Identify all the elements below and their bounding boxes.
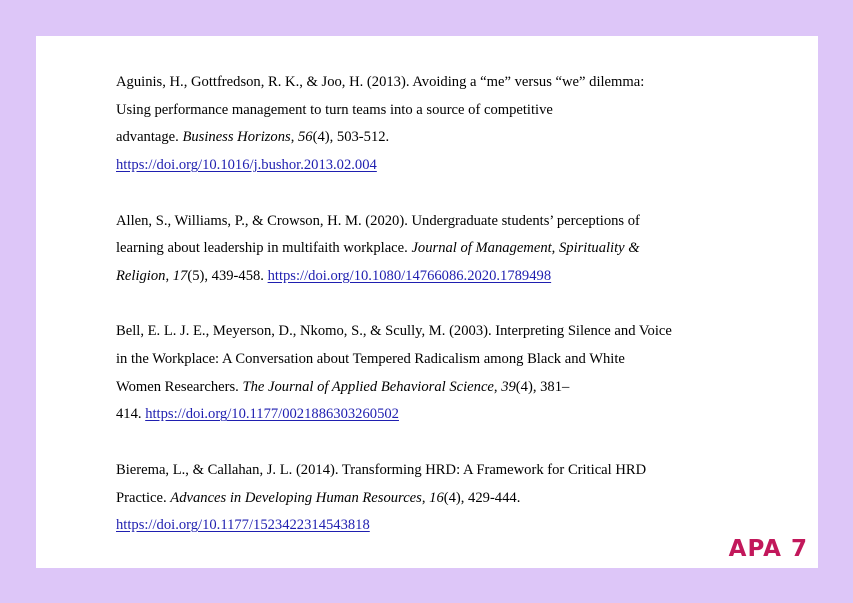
document-page — [36, 36, 818, 568]
reference-line — [116, 97, 756, 125]
reference-italic-text: The Journal of Applied Behavioral Science — [242, 378, 494, 395]
reference-line — [116, 208, 756, 236]
doi-link[interactable]: https://doi.org/10.1080/14766086.2020.1789498 — [267, 267, 552, 284]
reference-text: Using performance management to turn teams into a source of competitive — [116, 101, 553, 118]
reference-text: , — [493, 378, 502, 395]
reference-text: , — [165, 267, 173, 284]
reference-entry — [116, 208, 756, 291]
reference-entry — [116, 457, 756, 540]
doi-link[interactable]: https://doi.org/10.1016/j.bushor.2013.02.004 — [116, 157, 377, 174]
reference-line — [116, 318, 756, 346]
reference-entry — [116, 69, 756, 180]
reference-line — [116, 374, 756, 402]
reference-line — [116, 263, 756, 291]
reference-line — [116, 152, 756, 180]
reference-italic-text: Advances in Developing Human Resources — [170, 489, 422, 506]
reference-list — [116, 69, 756, 568]
reference-text: (4), 503-512. — [312, 129, 390, 146]
reference-text: learning about leadership in multifaith workplace. — [116, 240, 412, 257]
reference-text: (4), 381– — [515, 378, 570, 395]
reference-italic-text: 17 — [172, 267, 188, 284]
reference-text: Bell, E. L. J. E., Meyerson, D., Nkomo, S., & Scully, M. (2003). Interpreting Silence and Voice — [116, 323, 672, 340]
reference-italic-text: Journal of Management, Spirituality & — [411, 240, 640, 257]
reference-text: Women Researchers. — [116, 378, 243, 395]
reference-text: 414. — [116, 406, 146, 423]
doi-link[interactable]: https://doi.org/10.1177/0021886303260502 — [145, 406, 399, 423]
reference-line — [116, 512, 756, 540]
reference-italic-text: 56 — [298, 129, 313, 146]
apa7-badge: APA 7 — [728, 536, 808, 562]
reference-text: , — [421, 489, 430, 506]
reference-text: Bierema, L., & Callahan, J. L. (2014). Transforming HRD: A Framework for Critical HRD — [116, 461, 647, 478]
doi-link[interactable]: https://doi.org/10.1177/1523422314543818 — [116, 517, 370, 534]
reference-italic-text: 39 — [501, 378, 516, 395]
reference-text: , — [290, 129, 298, 146]
reference-italic-text: 16 — [429, 489, 444, 506]
reference-line — [116, 124, 756, 152]
reference-text: Allen, S., Williams, P., & Crowson, H. M. (2020). Undergraduate students’ perceptions of — [116, 212, 640, 229]
reference-text: (4), 429-444. — [443, 489, 521, 506]
reference-entry — [116, 318, 756, 429]
reference-italic-text: Religion — [116, 267, 166, 284]
reference-line — [116, 485, 756, 513]
reference-text: advantage. — [116, 129, 183, 146]
reference-text: (5), 439-458. — [187, 267, 268, 284]
reference-text: Aguinis, H., Gottfredson, R. K., & Joo, H. (2013). Avoiding a “me” versus “we” dilemma: — [116, 74, 645, 90]
reference-line — [116, 457, 756, 485]
reference-line — [116, 235, 756, 263]
reference-line — [116, 69, 756, 97]
reference-text: Practice. — [116, 489, 171, 506]
reference-italic-text: Business Horizons — [182, 129, 291, 146]
reference-line — [116, 346, 756, 374]
reference-line — [116, 401, 756, 429]
reference-text: in the Workplace: A Conversation about Tempered Radicalism among Black and White — [116, 351, 625, 367]
